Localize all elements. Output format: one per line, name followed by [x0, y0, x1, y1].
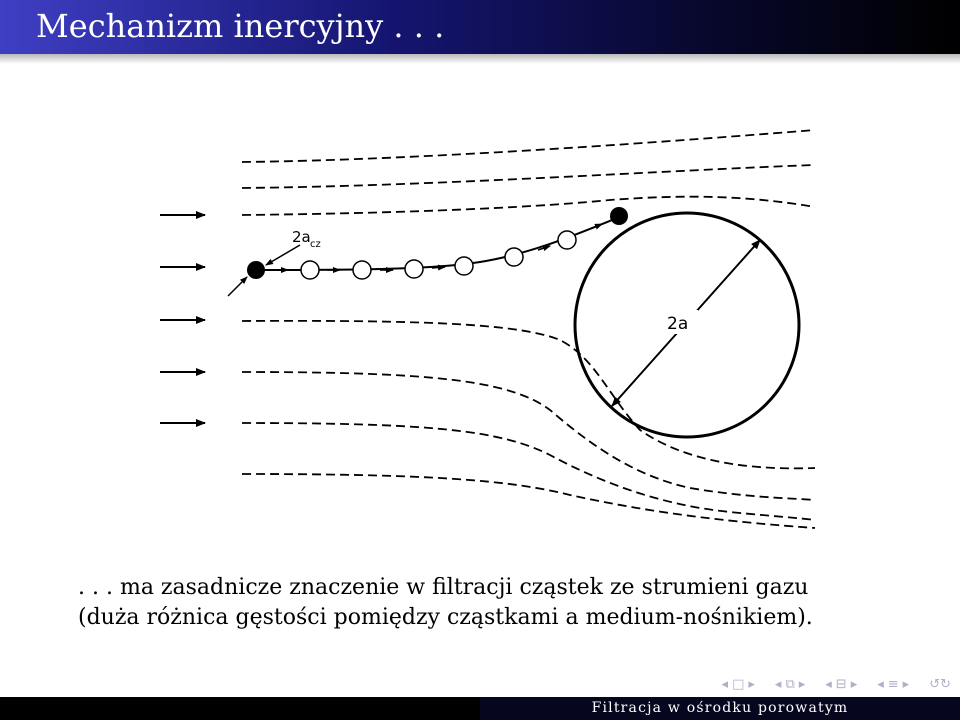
title-shadow	[0, 54, 960, 64]
streamline	[242, 423, 815, 520]
caption	[78, 573, 938, 633]
streamline	[242, 130, 815, 162]
caption-line-2: (duża różnica gęstości pomiędzy cząstkami a medium-nośnikiem).	[78, 605, 813, 630]
nav-right-arrow-icon[interactable]: ▸	[798, 676, 806, 692]
trajectory-arrow	[590, 224, 602, 229]
nav-section-icon[interactable]: ⊟	[835, 676, 847, 692]
trajectory-arrow	[432, 267, 445, 268]
nav-frame-icon[interactable]: □	[732, 676, 745, 692]
particle-positions	[301, 231, 576, 279]
nav-left-arrow-icon[interactable]: ◂	[825, 676, 832, 692]
nav-left-arrow-icon[interactable]: ◂	[774, 676, 782, 692]
particle-impact	[610, 207, 628, 225]
trajectory-arrows	[275, 224, 602, 270]
particle-position	[505, 248, 523, 266]
nav-left-arrow-icon[interactable]: ◂	[721, 676, 729, 692]
frame-title: Mechanizm inercyjny . . .	[36, 7, 445, 45]
fiber-diameter-label: 2a	[667, 314, 689, 334]
beamer-navigation	[721, 674, 952, 694]
streamline	[242, 474, 815, 528]
particle-position	[455, 257, 473, 275]
title-bar	[0, 0, 960, 54]
nav-left-arrow-icon[interactable]: ◂	[877, 676, 884, 692]
particle-diameter-label: 2a	[292, 228, 311, 246]
streamline	[242, 165, 815, 188]
nav-right-arrow-icon[interactable]: ▸	[850, 676, 858, 692]
footer-title: Filtracja w ośrodku porowatym	[480, 697, 960, 720]
nav-right-arrow-icon[interactable]: ▸	[748, 676, 755, 692]
particle-position	[558, 231, 576, 249]
particle-position	[301, 261, 319, 279]
particle-position	[353, 261, 371, 279]
nav-subsection-icon[interactable]: ⧉	[785, 676, 795, 692]
particle-diameter-arrow	[266, 245, 300, 265]
caption-line-1: . . . ma zasadnicze znaczenie w filtracji cząstek ze strumieni gazu	[78, 575, 809, 600]
streamlines	[242, 130, 815, 528]
particle-start	[247, 261, 265, 279]
particle-diameter-subscript: cz	[310, 239, 321, 250]
inertial-impaction-diagram	[130, 110, 830, 540]
streamline	[242, 197, 815, 215]
footer-bar	[0, 697, 960, 720]
nav-document-icon[interactable]: ≡	[887, 676, 899, 692]
particle-diameter-arrow	[228, 277, 247, 296]
nav-right-arrow-icon[interactable]: ▸	[902, 676, 910, 692]
particle-position	[405, 260, 423, 278]
flow-arrows	[160, 215, 205, 423]
nav-search-icon[interactable]: ↺↻	[929, 676, 951, 692]
streamline	[242, 372, 815, 500]
